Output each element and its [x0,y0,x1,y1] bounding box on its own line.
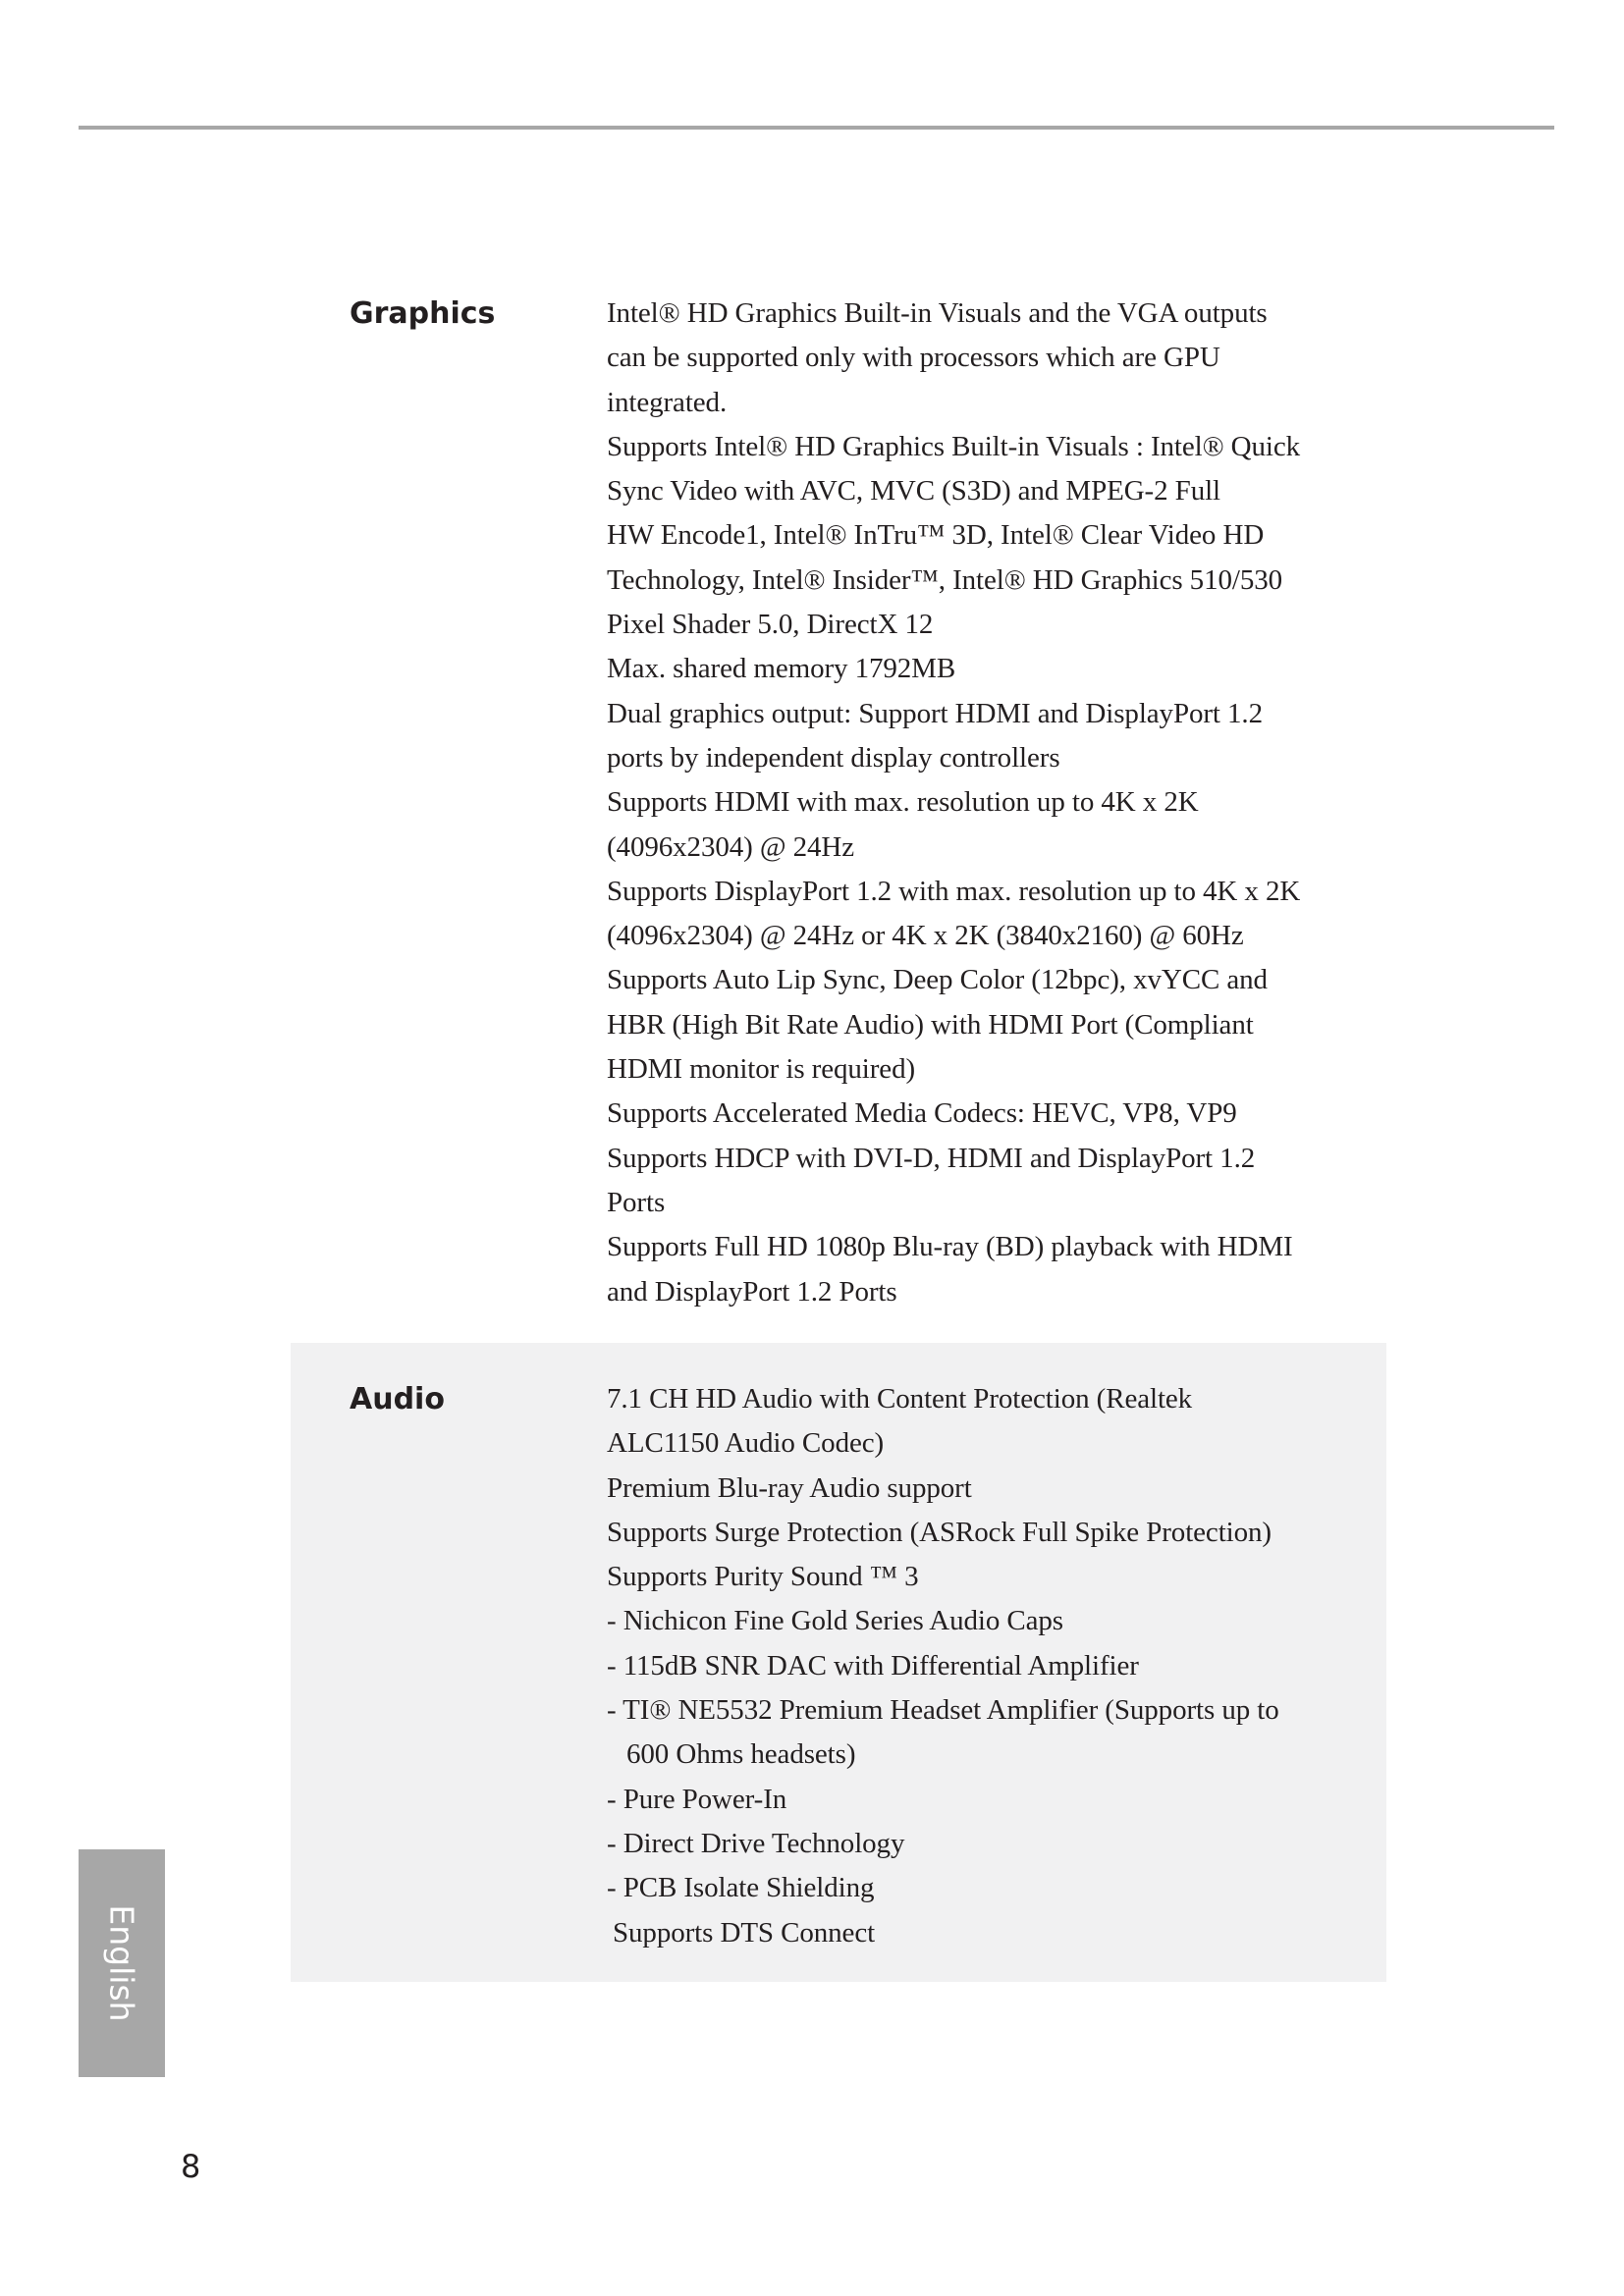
spec-line: Supports DisplayPort 1.2 with max. resolution up to 4K x 2K [607,875,1301,907]
spec-line: Premium Blu-ray Audio support [607,1471,972,1504]
graphics-heading: Graphics [350,296,496,331]
spec-line: Supports Purity Sound ™ 3 [607,1561,919,1593]
spec-line: and DisplayPort 1.2 Ports [607,1275,897,1308]
spec-line: Intel® HD Graphics Built-in Visuals and the VGA outputs [607,297,1268,329]
spec-line: integrated. [607,386,728,418]
spec-line: Supports HDCP with DVI-D, HDMI and DisplayPort 1.2 [607,1142,1256,1174]
spec-line: ports by independent display controllers [607,741,1060,774]
spec-line: Supports HDMI with max. resolution up to 4K x 2K [607,786,1199,819]
page-number: 8 [181,2148,201,2185]
graphics-spec-section [291,285,1386,1323]
spec-line: Supports Full HD 1080p Blu-ray (BD) playback with HDMI [607,1231,1293,1263]
spec-line: Max. shared memory 1792MB [607,653,956,685]
spec-line: - TI® NE5532 Premium Headset Amplifier (Supports up to [607,1694,1279,1727]
spec-line: 600 Ohms headsets) [626,1738,856,1771]
spec-line: - Nichicon Fine Gold Series Audio Caps [607,1605,1063,1637]
spec-line: - 115dB SNR DAC with Differential Amplifier [607,1649,1139,1682]
spec-line: - Direct Drive Technology [607,1827,905,1859]
audio-spec-section [291,1343,1386,1982]
spec-line: (4096x2304) @ 24Hz or 4K x 2K (3840x2160) @ 60Hz [607,920,1244,952]
language-tab [79,1849,165,2077]
spec-line: Supports Intel® HD Graphics Built-in Visuals : Intel® Quick [607,430,1301,462]
spec-line: HBR (High Bit Rate Audio) with HDMI Port (Compliant [607,1008,1254,1041]
spec-line: Supports Surge Protection (ASRock Full Spike Protection) [607,1516,1272,1548]
spec-line: Supports DTS Connect [613,1916,876,1949]
spec-line: can be supported only with processors which are GPU [607,342,1220,374]
spec-line: (4096x2304) @ 24Hz [607,830,855,863]
audio-spec-lines [607,1377,1353,1955]
spec-line: Technology, Intel® Insider™, Intel® HD Graphics 510/530 [607,563,1283,596]
audio-heading: Audio [350,1382,445,1416]
spec-line: Sync Video with AVC, MVC (S3D) and MPEG-2 Full [607,475,1221,507]
spec-line: HDMI monitor is required) [607,1053,916,1086]
spec-line: - Pure Power-In [607,1783,787,1815]
header-rule [79,126,1554,130]
spec-line: Supports Accelerated Media Codecs: HEVC, VP8, VP9 [607,1097,1237,1130]
graphics-spec-lines [607,292,1353,1314]
spec-line: Pixel Shader 5.0, DirectX 12 [607,609,934,641]
spec-line: ALC1150 Audio Codec) [607,1427,885,1460]
spec-line: Ports [607,1186,666,1218]
spec-line: 7.1 CH HD Audio with Content Protection (Realtek [607,1383,1193,1415]
language-tab-label: English [102,1904,141,2022]
spec-line: - PCB Isolate Shielding [607,1872,875,1904]
spec-line: Dual graphics output: Support HDMI and DisplayPort 1.2 [607,697,1263,729]
spec-line: Supports Auto Lip Sync, Deep Color (12bpc), xvYCC and [607,964,1268,996]
spec-line: HW Encode1, Intel® InTru™ 3D, Intel® Clear Video HD [607,519,1265,552]
